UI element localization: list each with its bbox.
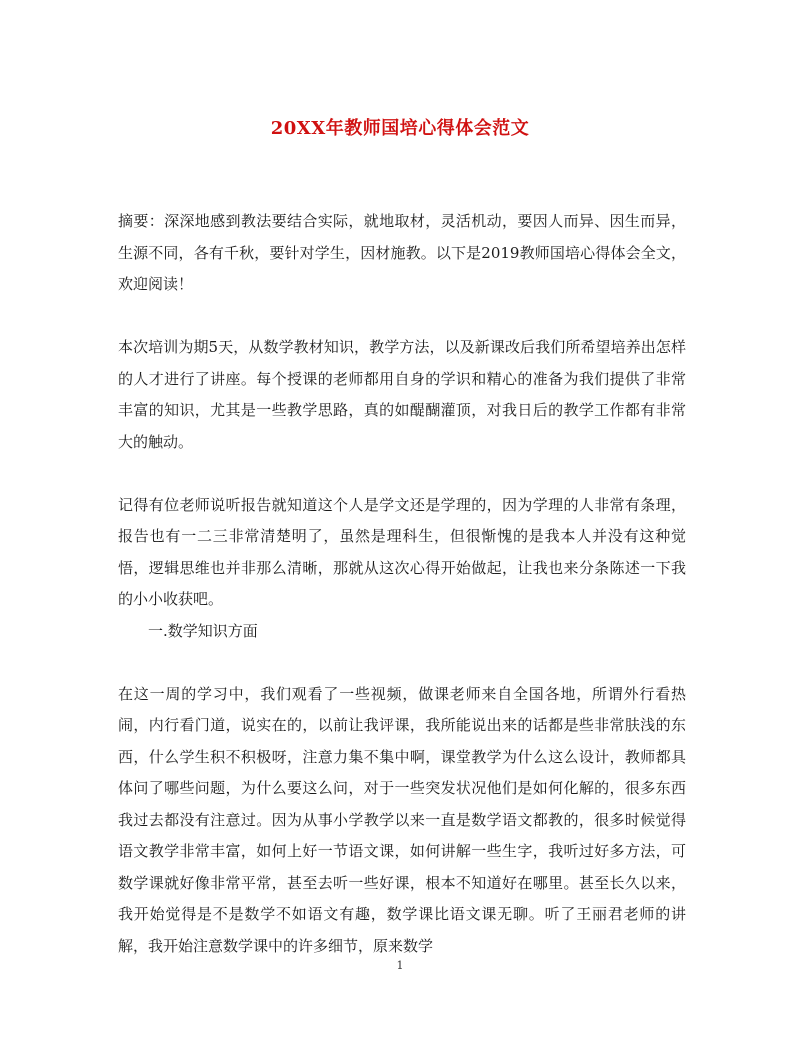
body-paragraph-1: 本次培训为期5天，从数学教材知识，教学方法，以及新课改后我们所希望培养出怎样的人才进行了讲座。每个授课的老师都用自身的学识和精心的准备为我们提供了非常丰富的知识，尤其是一些教学思路，真的如醍醐灌顶，对我日后的教学工作都有非常大的触动。 — [118, 338, 686, 451]
body-paragraph-2: 记得有位老师说听报告就知道这个人是学文还是学理的，因为学理的人非常有条理，报告也有一二三非常清楚明了，虽然是理科生，但很惭愧的是我本人并没有这种觉悟，逻辑思维也并非那么清晰，那就从这次心得开始做起，让我也来分条陈述一下我的小小收获吧。 — [118, 495, 686, 608]
section-heading: 一.数学知识方面 — [148, 621, 258, 640]
paragraph-spacer — [118, 458, 686, 490]
body-paragraph-3: 在这一周的学习中，我们观看了一些视频，做课老师来自全国各地，所谓外行看热闹，内行看门道，说实在的，以前让我评课，我所能说出来的话都是些非常肤浅的东西，什么学生积不积极呀，注意力集不集中啊，课堂教学为什么这么设计，教师都具体问了哪些问题，为什么要这么问，对于一些突发状况他们是如何化解的，很多东西我过去都没有注意过。因为从事小学教学以来一直是数学语文都教的，很多时候觉得语文教学非常丰富，如何上好一节语文课，如何讲解一些生字，我听过好多方法，可数学课就好像非常平常，甚至去听一些好课，根本不知道好在哪里。甚至长久以来，我开始觉得是不是数学不如语文有趣，数学课比语文课无聊。听了王丽君老师的讲解，我开始注意数学课中的许多细节，原来数学 — [118, 684, 686, 955]
paragraph-spacer — [118, 301, 686, 333]
document-title: 20XX年教师国培心得体会范文 — [270, 118, 530, 139]
paragraph-spacer — [118, 647, 686, 679]
abstract-paragraph: 摘要：深深地感到教法要结合实际，就地取材，灵活机动，要因人而异、因生而异，生源不同，各有千秋，要针对学生，因材施教。以下是2019教师国培心得体会全文，欢迎阅读！ — [118, 212, 686, 293]
page-number: 1 — [396, 959, 404, 972]
document-body — [118, 206, 686, 962]
